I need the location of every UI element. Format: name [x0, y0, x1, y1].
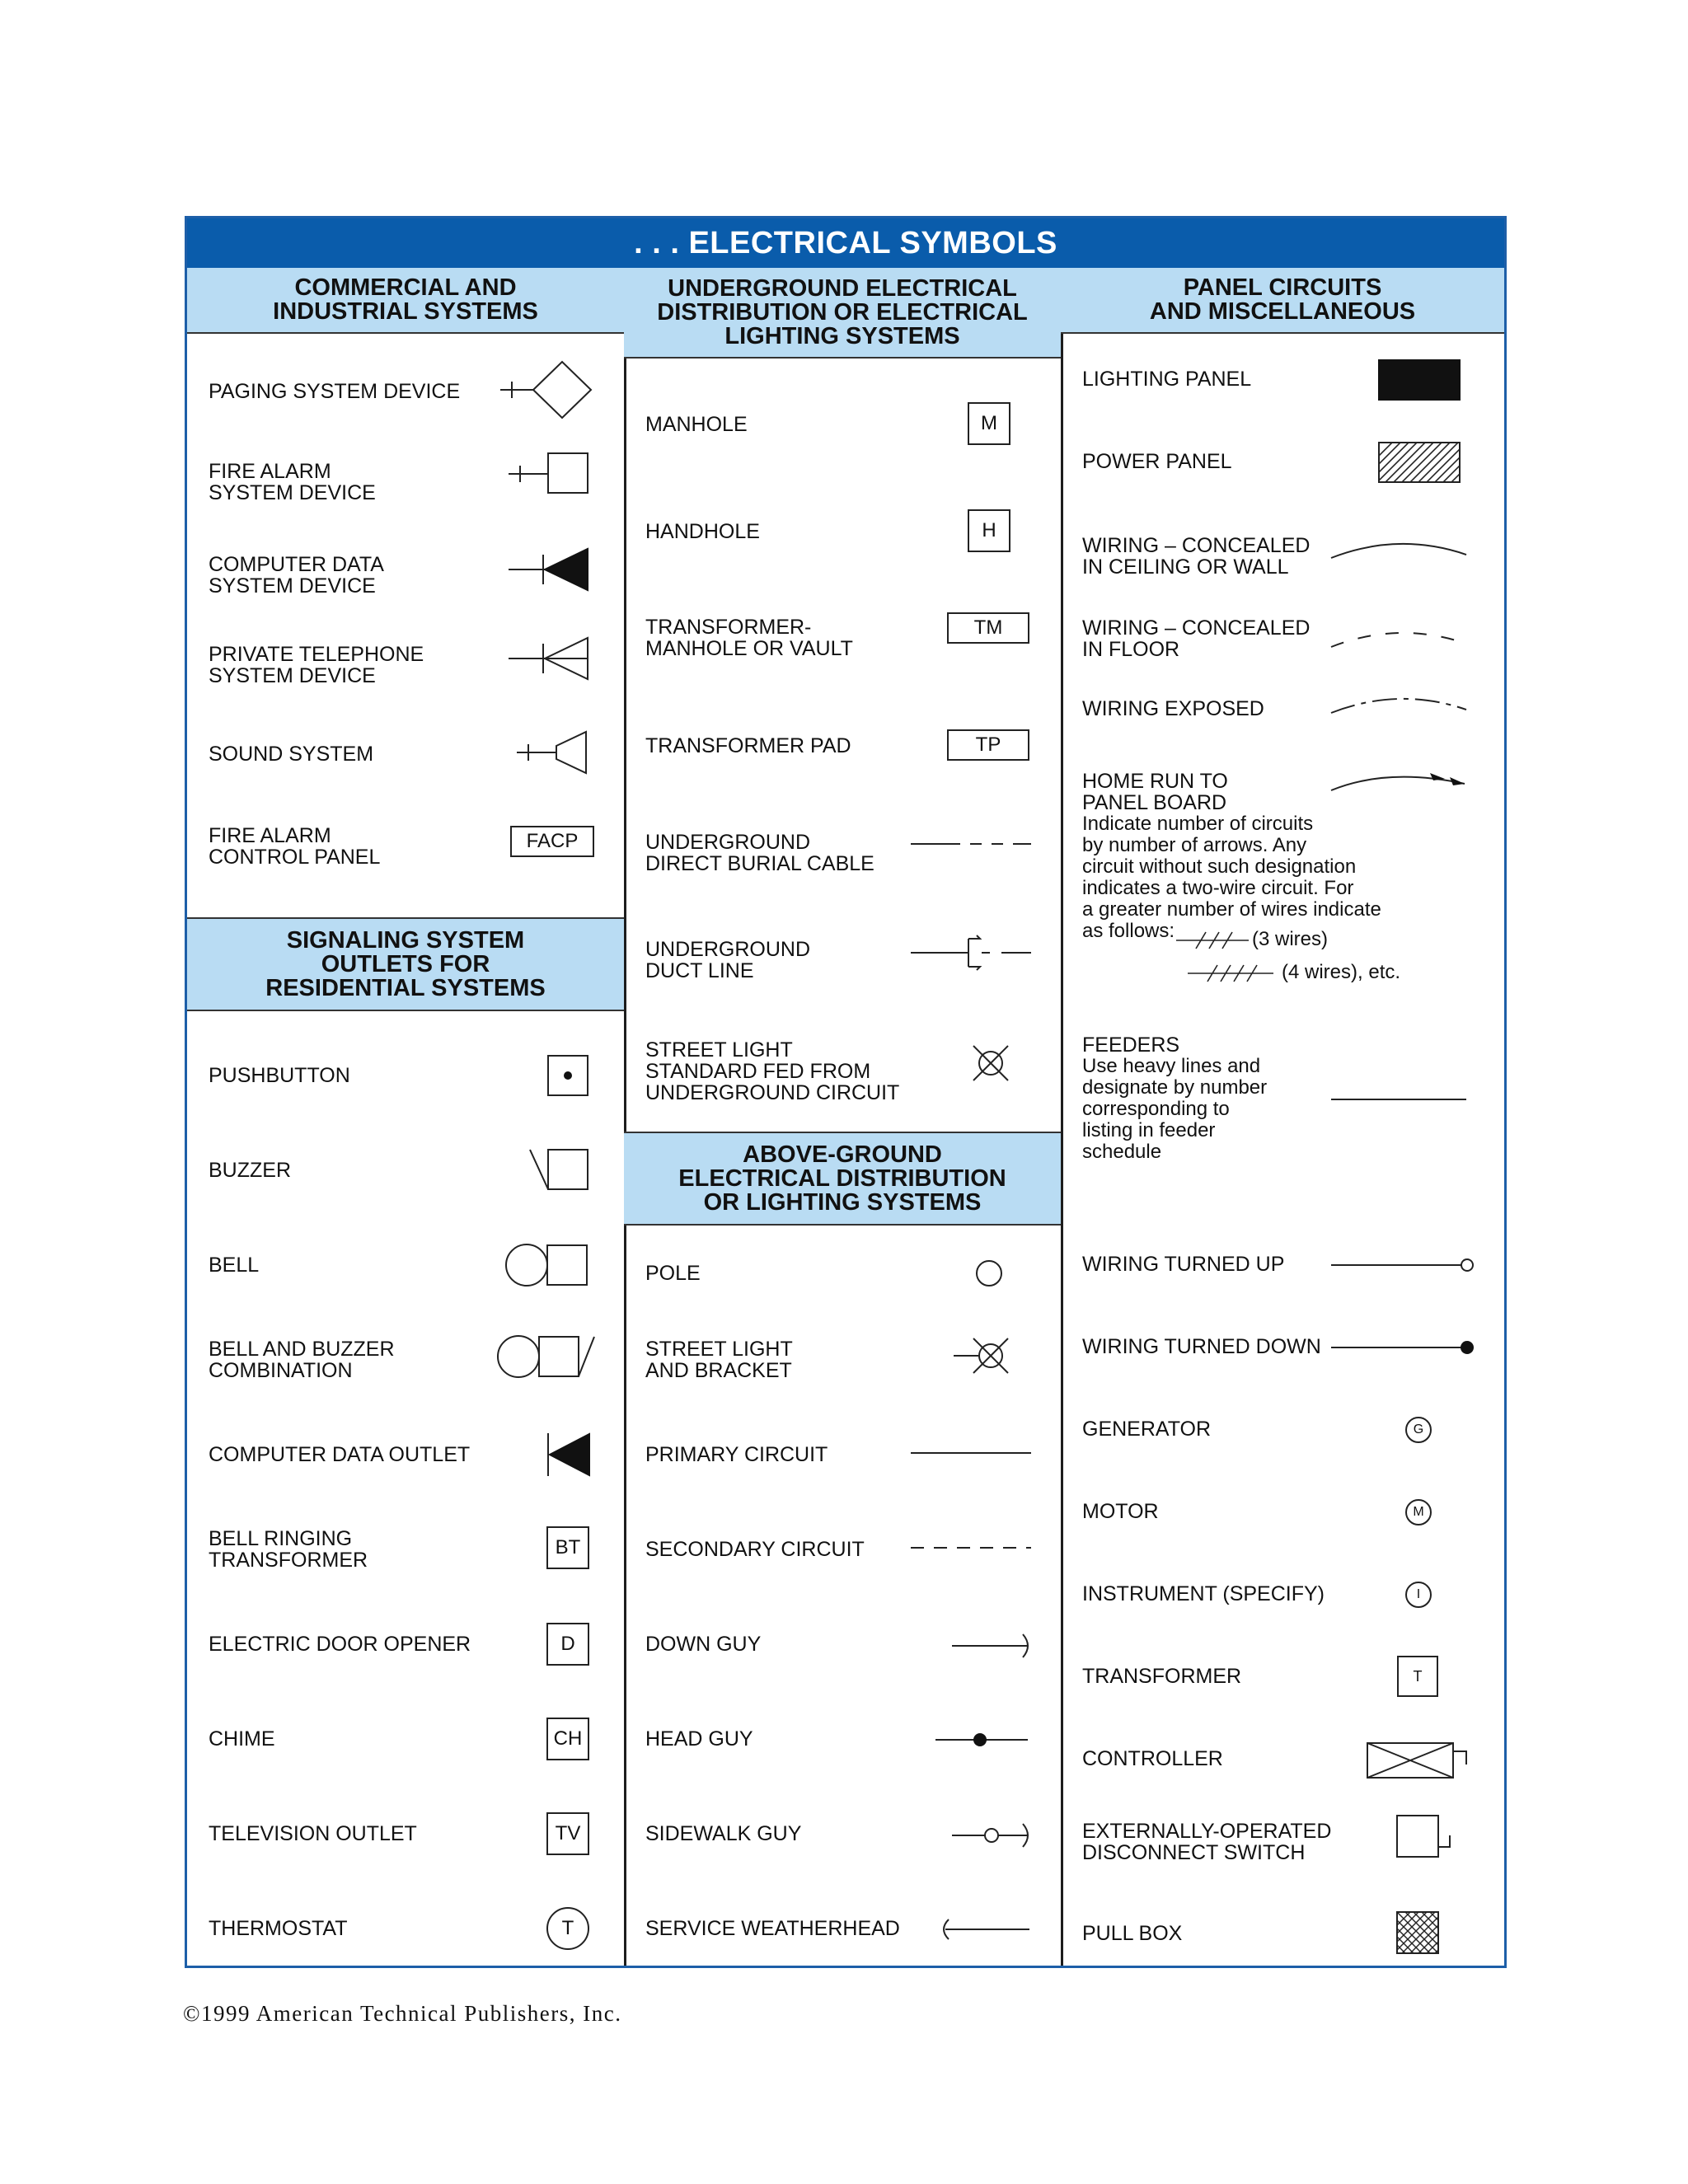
list-item	[624, 1413, 1061, 1496]
power-panel-icon	[1377, 441, 1463, 485]
item-label: UNDERGROUND DUCT LINE	[645, 938, 810, 982]
list-item	[1061, 1887, 1504, 1970]
wiring-concealed-ceiling-icon	[1329, 537, 1470, 561]
item-label: SOUND SYSTEM	[209, 743, 374, 766]
col1-header2-line: OUTLETS FOR	[321, 950, 490, 977]
list-item	[1061, 1809, 1504, 1875]
item-label: PRIMARY CIRCUIT	[645, 1443, 828, 1466]
sound-system-icon	[517, 729, 591, 779]
item-label: POWER PANEL	[1082, 450, 1232, 473]
item-label: FIRE ALARM SYSTEM DEVICE	[209, 460, 376, 504]
pushbutton-icon	[546, 1054, 589, 1097]
item-label: PULL BOX	[1082, 1922, 1183, 1945]
item-label: MOTOR	[1082, 1500, 1159, 1523]
col2-header2-line: OR LIGHTING SYSTEMS	[703, 1188, 982, 1216]
list-item	[624, 705, 1061, 787]
facp-box-icon: FACP	[510, 826, 594, 857]
four-wires-icon	[1188, 963, 1275, 983]
list-item	[624, 1232, 1061, 1315]
thermostat-icon: T	[546, 1907, 589, 1950]
service-weatherhead-icon	[937, 1917, 1036, 1942]
list-item	[187, 1034, 624, 1117]
generator-icon: G	[1405, 1417, 1432, 1443]
four-wires-label: (4 wires), etc.	[1282, 961, 1401, 983]
col1-header-signaling	[187, 917, 624, 1011]
item-label: WIRING TURNED UP	[1082, 1253, 1285, 1276]
list-item	[624, 490, 1061, 573]
list-item	[1061, 1479, 1504, 1545]
manhole-box-icon: M	[968, 402, 1010, 445]
item-label: TELEVISION OUTLET	[209, 1822, 417, 1845]
list-item	[624, 919, 1061, 1001]
col2-header-line: DISTRIBUTION OR ELECTRICAL	[657, 298, 1028, 326]
computer-data-outlet-icon	[546, 1432, 596, 1478]
list-item	[187, 1793, 624, 1875]
list-item	[187, 1698, 624, 1780]
computer-data-device-icon	[509, 546, 591, 596]
list-item	[624, 812, 1061, 894]
item-label: SERVICE WEATHERHEAD	[645, 1917, 900, 1940]
item-label: HANDHOLE	[645, 520, 760, 543]
motor-icon: M	[1405, 1499, 1432, 1526]
bell-buzzer-icon	[495, 1333, 603, 1380]
list-item	[187, 350, 624, 433]
list-item	[187, 1129, 624, 1212]
col2-header-line: UNDERGROUND ELECTRICAL	[668, 274, 1017, 302]
item-label: COMPUTER DATA SYSTEM DEVICE	[209, 553, 384, 598]
list-item	[1061, 598, 1504, 672]
list-item	[624, 1603, 1061, 1685]
item-label: UNDERGROUND DIRECT BURIAL CABLE	[645, 831, 874, 875]
item-label: WIRING EXPOSED	[1082, 697, 1264, 720]
buzzer-icon	[528, 1148, 594, 1191]
item-label: EXTERNALLY-OPERATED DISCONNECT SWITCH	[1082, 1820, 1332, 1864]
list-item	[187, 441, 624, 523]
fire-alarm-device-icon	[509, 451, 591, 500]
list-item	[187, 713, 624, 795]
direct-burial-cable-icon	[911, 840, 1034, 848]
item-label: HOME RUN TO PANEL BOARD	[1082, 770, 1228, 814]
item-label: PAGING SYSTEM DEVICE	[209, 380, 461, 403]
col2-header2-line: ELECTRICAL DISTRIBUTION	[678, 1165, 1006, 1192]
item-label: WIRING – CONCEALED IN FLOOR	[1082, 616, 1311, 661]
list-item	[1061, 680, 1504, 746]
item-label: CHIME	[209, 1727, 275, 1750]
item-label: ELECTRIC DOOR OPENER	[209, 1633, 471, 1656]
transformer-pad-box-icon: TP	[947, 729, 1029, 761]
list-item	[187, 1603, 624, 1685]
street-light-underground-icon	[970, 1043, 1011, 1084]
col2-header-line: LIGHTING SYSTEMS	[724, 322, 960, 349]
col1-header	[187, 268, 624, 334]
column-commercial	[187, 268, 626, 1966]
three-wires-label: (3 wires)	[1252, 928, 1329, 950]
list-item	[187, 532, 624, 614]
list-item	[1061, 359, 1504, 424]
col3-header	[1061, 268, 1504, 334]
list-item	[1061, 1397, 1504, 1463]
three-wires-icon	[1176, 930, 1250, 950]
item-label: PRIVATE TELEPHONE SYSTEM DEVICE	[209, 643, 424, 687]
private-telephone-icon	[509, 635, 591, 685]
controller-icon	[1366, 1741, 1470, 1783]
item-label: SIDEWALK GUY	[645, 1822, 802, 1845]
primary-circuit-icon	[911, 1451, 1034, 1455]
list-item	[1061, 515, 1504, 589]
item-label: POLE	[645, 1262, 701, 1285]
pole-icon	[974, 1258, 1004, 1288]
list-item	[1061, 1232, 1504, 1298]
paging-device-icon	[500, 359, 599, 424]
item-label: CONTROLLER	[1082, 1747, 1223, 1770]
item-label: FIRE ALARM CONTROL PANEL	[209, 824, 381, 869]
item-label: STREET LIGHT AND BRACKET	[645, 1338, 793, 1382]
duct-line-icon	[911, 932, 1034, 973]
lighting-panel-icon	[1377, 359, 1463, 403]
list-item	[187, 1508, 624, 1591]
instrument-icon: I	[1405, 1582, 1432, 1608]
col1-header2-line: SIGNALING SYSTEM	[286, 926, 525, 954]
list-item	[624, 383, 1061, 466]
item-label: WIRING TURNED DOWN	[1082, 1335, 1321, 1358]
secondary-circuit-icon	[911, 1545, 1034, 1550]
symbols-sheet	[185, 216, 1507, 1968]
list-item	[624, 1508, 1061, 1591]
list-item	[187, 804, 624, 886]
ch-box-icon: CH	[546, 1718, 589, 1760]
list-item	[624, 1793, 1061, 1875]
list-item	[1061, 1562, 1504, 1628]
d-box-icon: D	[546, 1623, 589, 1666]
item-label: TRANSFORMER- MANHOLE OR VAULT	[645, 616, 853, 660]
item-label: MANHOLE	[645, 413, 748, 436]
item-label: TRANSFORMER	[1082, 1665, 1242, 1688]
item-label: DOWN GUY	[645, 1633, 762, 1656]
list-item	[187, 1224, 624, 1306]
col3-header-line: PANEL CIRCUITS	[1183, 274, 1382, 301]
copyright-text: ©1999 American Technical Publishers, Inc.	[183, 2001, 622, 2026]
tv-box-icon: TV	[546, 1812, 589, 1855]
col2-header	[624, 268, 1061, 359]
list-item	[1061, 1315, 1504, 1380]
item-label: BELL RINGING TRANSFORMER	[209, 1527, 368, 1572]
item-label: STREET LIGHT STANDARD FED FROM UNDERGROUND CIRCUIT	[645, 1038, 900, 1104]
item-label: LIGHTING PANEL	[1082, 368, 1252, 391]
item-label: WIRING – CONCEALED IN CEILING OR WALL	[1082, 534, 1311, 579]
list-item	[1061, 1727, 1504, 1793]
transformer-manhole-box-icon: TM	[947, 612, 1029, 644]
list-item	[624, 598, 1061, 680]
list-item	[187, 1319, 624, 1401]
item-label: BELL	[209, 1254, 260, 1277]
home-run-note: Indicate number of circuits by number of arrows. Any circuit without such designation indicates a two-wire circuit. For a greater number of wires indicate as follows:	[1082, 813, 1381, 942]
item-label: SECONDARY CIRCUIT	[645, 1538, 865, 1561]
item-label: FEEDERS	[1082, 1033, 1180, 1057]
sheet-title: . . . ELECTRICAL SYMBOLS	[187, 218, 1504, 268]
list-item	[1061, 1033, 1504, 1163]
item-label: COMPUTER DATA OUTLET	[209, 1443, 471, 1466]
list-item	[1061, 770, 1504, 983]
street-light-bracket-icon	[954, 1335, 1020, 1376]
item-label: BELL AND BUZZER COMBINATION	[209, 1338, 395, 1382]
feeders-icon	[1329, 1097, 1470, 1102]
list-item	[187, 1887, 624, 1970]
wiring-turned-up-icon	[1329, 1257, 1478, 1273]
col2-header2-line: ABOVE-GROUND	[743, 1141, 942, 1168]
bell-icon	[504, 1243, 594, 1287]
col1-header-line: COMMERCIAL AND	[294, 274, 517, 301]
item-label: BUZZER	[209, 1159, 291, 1182]
item-label: INSTRUMENT (SPECIFY)	[1082, 1582, 1325, 1605]
sidewalk-guy-icon	[952, 1821, 1034, 1850]
head-guy-icon	[935, 1727, 1034, 1752]
column-underground	[624, 268, 1063, 1966]
bt-box-icon: BT	[546, 1526, 589, 1569]
item-label: HEAD GUY	[645, 1727, 753, 1750]
list-item	[1061, 1644, 1504, 1710]
pull-box-icon	[1395, 1910, 1442, 1957]
col2-header-aboveground	[624, 1132, 1061, 1226]
col3-header-line: AND MISCELLANEOUS	[1149, 298, 1416, 325]
feeders-note: Use heavy lines and designate by number corresponding to listing in feeder schedule	[1082, 1055, 1268, 1163]
list-item	[624, 1319, 1061, 1401]
col1-header-line: INDUSTRIAL SYSTEMS	[273, 298, 538, 325]
wiring-turned-down-icon	[1329, 1339, 1478, 1356]
list-item	[187, 1413, 624, 1496]
home-run-icon	[1329, 771, 1470, 795]
wiring-concealed-floor-icon	[1329, 626, 1470, 650]
col1-header2-line: RESIDENTIAL SYSTEMS	[265, 974, 546, 1001]
handhole-box-icon: H	[968, 509, 1010, 552]
item-label: TRANSFORMER PAD	[645, 734, 851, 757]
item-label: PUSHBUTTON	[209, 1064, 350, 1087]
list-item	[187, 622, 624, 705]
column-panel-circuits	[1061, 268, 1504, 1966]
list-item	[624, 1026, 1061, 1117]
disconnect-switch-icon	[1395, 1814, 1458, 1860]
list-item	[624, 1887, 1061, 1970]
list-item	[624, 1698, 1061, 1780]
item-label: THERMOSTAT	[209, 1917, 348, 1940]
down-guy-icon	[952, 1631, 1034, 1661]
item-label: GENERATOR	[1082, 1418, 1212, 1441]
wiring-exposed-icon	[1329, 691, 1470, 716]
transformer-box-icon: T	[1397, 1656, 1438, 1697]
list-item	[1061, 441, 1504, 507]
